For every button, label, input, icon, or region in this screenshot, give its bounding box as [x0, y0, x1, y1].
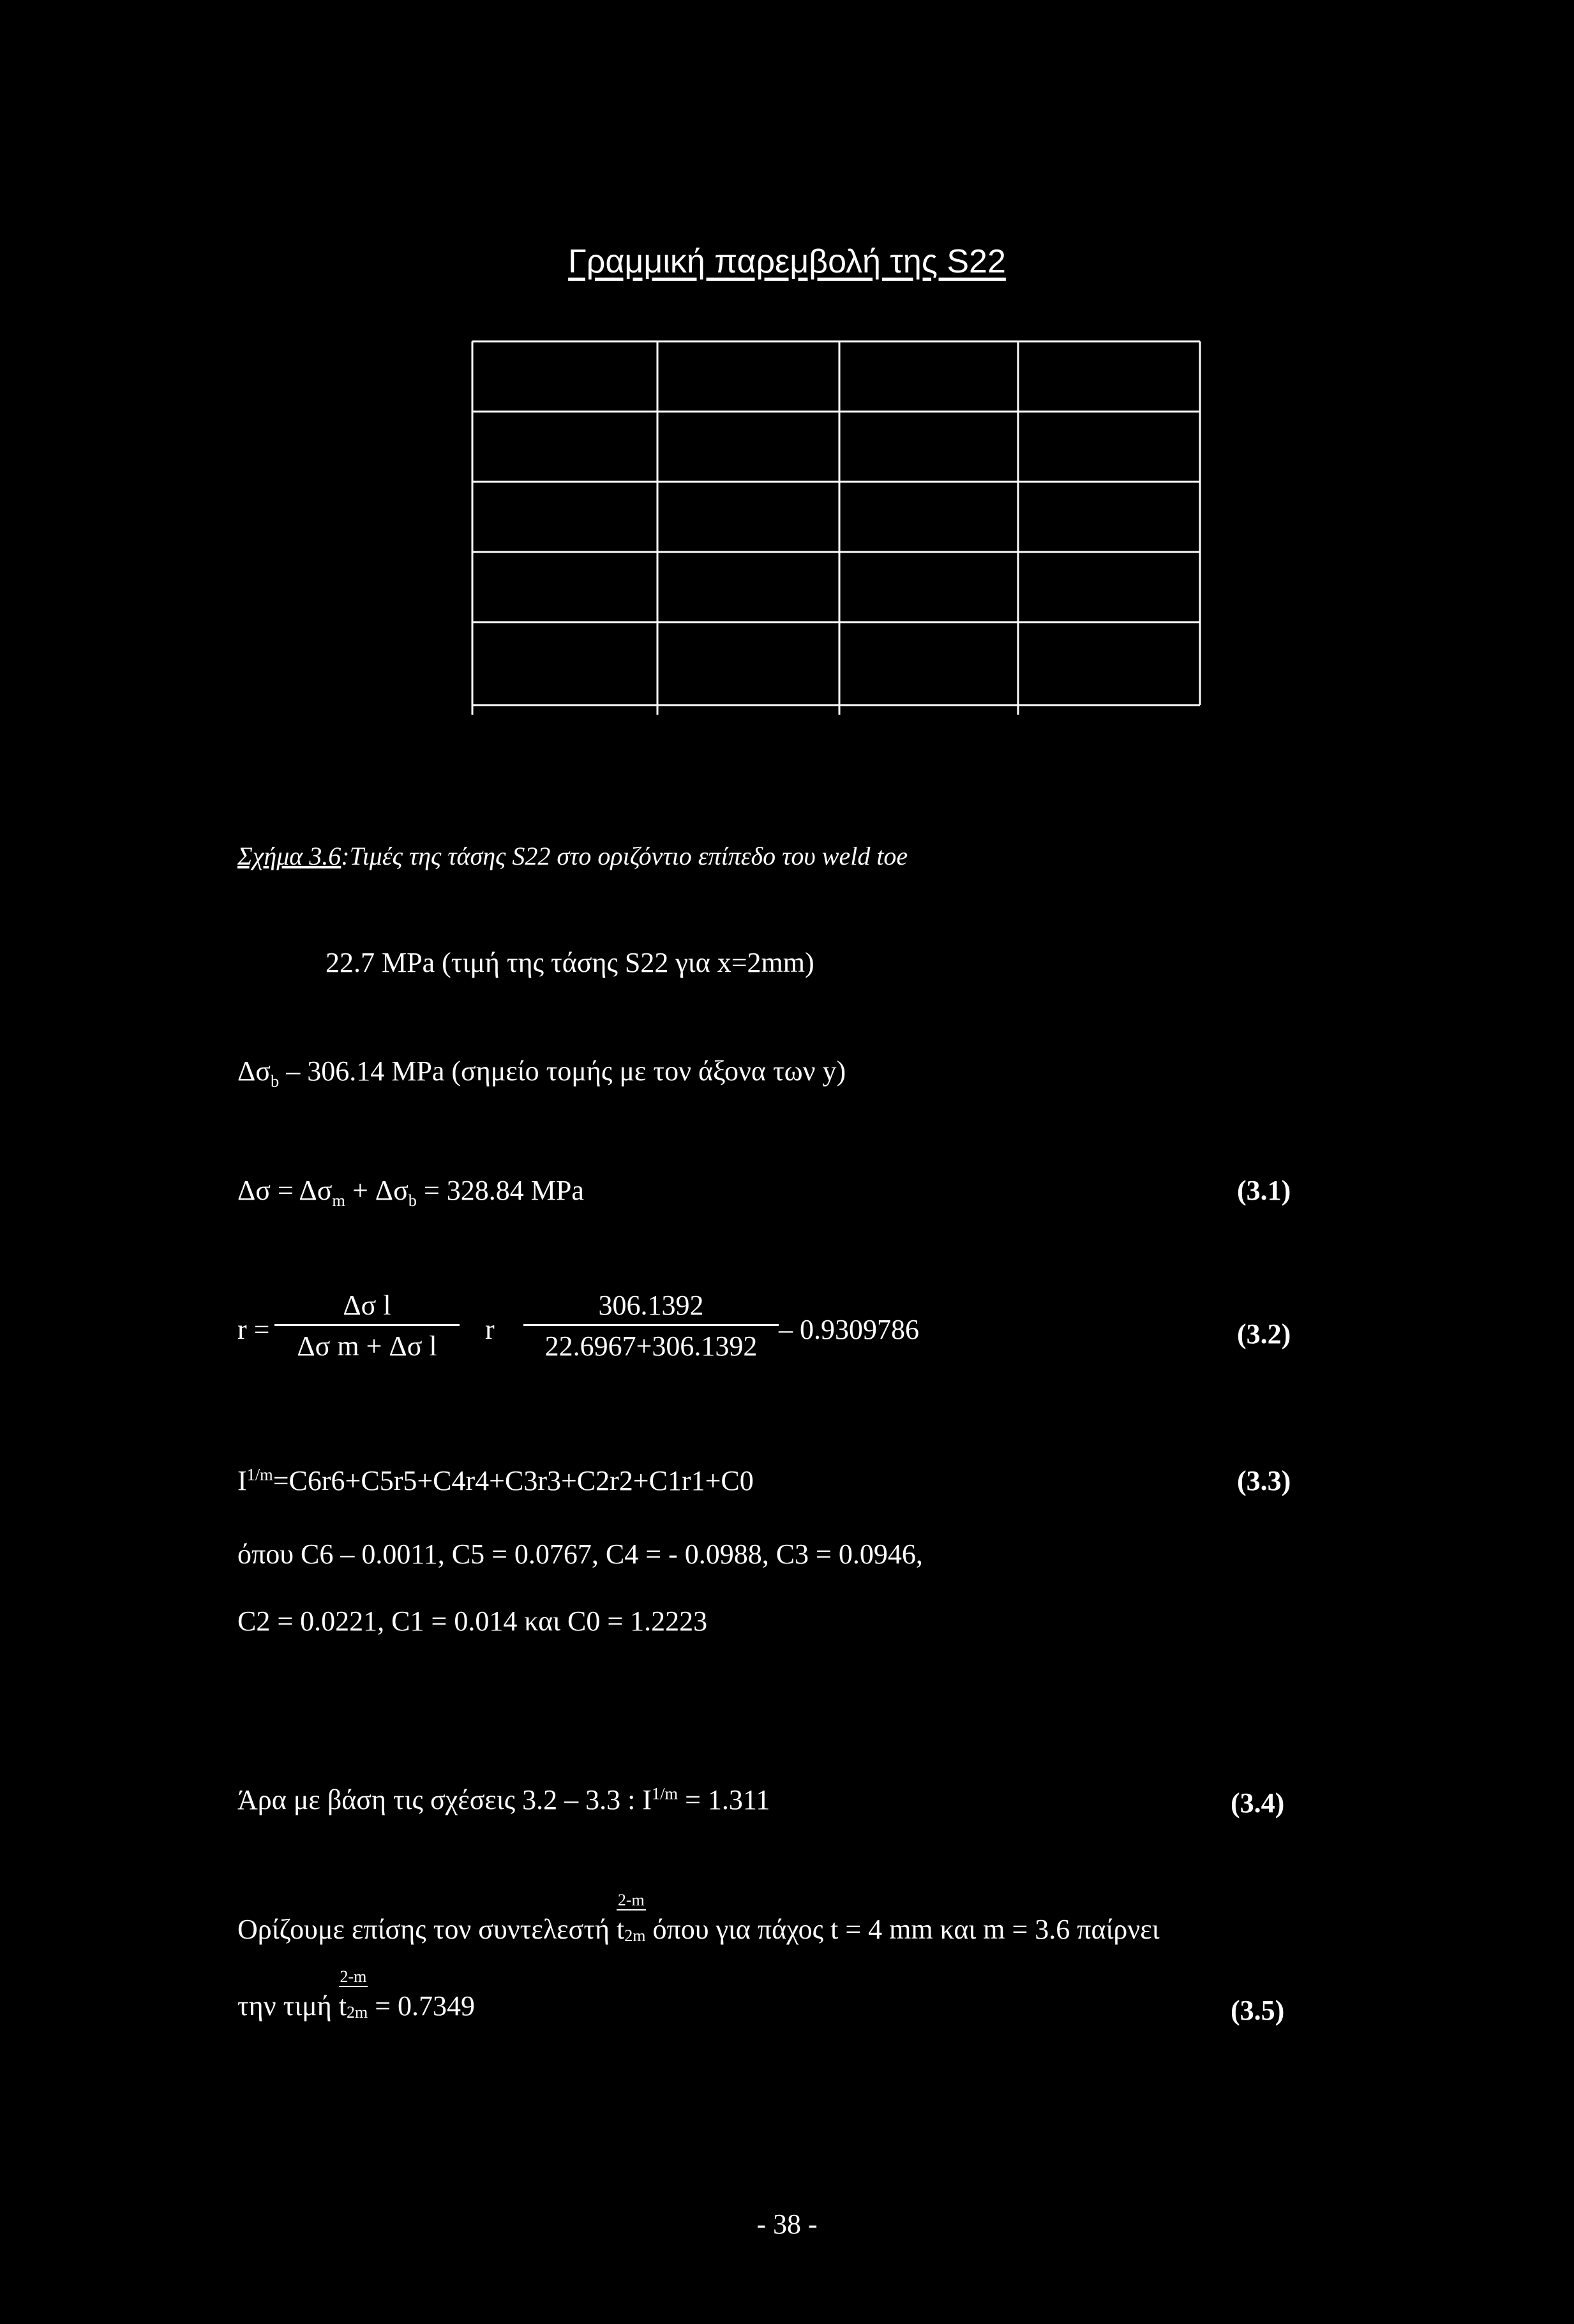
eq35-value: = 0.7349	[368, 1990, 476, 2022]
eq33-exponent: 1/m	[246, 1464, 273, 1484]
caption-label: Σχήμα 3.6	[237, 842, 341, 870]
eq32-fraction-numeric	[523, 1289, 779, 1362]
t-exponent: 2-m	[617, 1891, 645, 1909]
eq32-result: – 0.9309786	[779, 1314, 919, 1345]
eq35-text-b: όπου για πάχος t = 4 mm και m = 3.6 παίρνει	[652, 1914, 1160, 1945]
eq34-text: Άρα με βάση τις σχέσεις 3.2 – 3.3 :	[237, 1784, 636, 1815]
caption-text: :Τιμές της τάσης S22 στο οριζόντιο επίπεδο του weld toe	[341, 842, 908, 870]
page-number: - 38 -	[756, 2209, 818, 2240]
eq31-part-c: + Δσ	[345, 1175, 408, 1206]
eq35-value-label: την τιμή	[237, 1990, 332, 2022]
t-subscript: 2m	[624, 1926, 646, 1945]
eq31-part-b: = Δσ	[271, 1175, 333, 1206]
eq32-denominator-value: 22.6967+306.1392	[544, 1330, 758, 1362]
equation-3-4	[237, 1784, 770, 1816]
eq32-numerator: Δσ l	[274, 1289, 460, 1326]
equation-number-3-2: (3.2)	[1237, 1318, 1291, 1350]
equation-3-3	[237, 1464, 754, 1497]
eq32-fraction-symbolic	[274, 1289, 460, 1362]
equation-3-5	[237, 1967, 476, 2022]
eq35-text-a: Ορίζουμε επίσης τον συντελεστή	[237, 1914, 610, 1945]
coefficients-line-2: C2 = 0.0221, C1 = 0.014 και C0 = 1.2223	[237, 1605, 708, 1637]
equation-number-3-3: (3.3)	[1237, 1465, 1291, 1496]
t-subscript-2: 2m	[346, 2003, 368, 2022]
eq32-numerator-value: 306.1392	[523, 1289, 779, 1326]
sigma-m-line: 22.7 MPa (τιμή της τάσης S22 για x=2mm)	[326, 947, 814, 978]
empty-chart-grid	[469, 338, 1203, 715]
equation-number-3-1: (3.1)	[1237, 1175, 1291, 1206]
equation-number-3-4: (3.4)	[1231, 1787, 1285, 1819]
eq31-part-a: Δσ	[237, 1175, 271, 1206]
eq32-denominator: Δσ m + Δσ l	[297, 1330, 437, 1362]
sigma-b-line	[237, 1055, 846, 1091]
eq34-I: I	[642, 1784, 652, 1815]
coefficient-definition-line	[237, 1891, 1160, 1946]
t-coefficient	[617, 1891, 646, 1946]
eq34-value: = 1.311	[678, 1784, 770, 1815]
eq31-part-d: = 328.84 MPa	[416, 1175, 584, 1206]
sb-subscript: b	[271, 1071, 280, 1091]
equation-number-3-5: (3.5)	[1231, 1995, 1285, 2026]
sb-symbol: Δσ	[237, 1055, 271, 1087]
figure-caption	[237, 841, 908, 871]
eq31-sub-b: b	[408, 1190, 417, 1210]
eq31-sub-m: m	[332, 1190, 345, 1210]
eq34-exponent: 1/m	[652, 1784, 678, 1803]
t-exponent-2: 2-m	[340, 1967, 367, 1986]
t-symbol-2: t	[338, 1990, 347, 2022]
coefficients-line-1: όπου C6 – 0.0011, C5 = 0.0767, C4 = - 0.0988, C3 = 0.0946,	[237, 1538, 923, 1570]
eq33-I: I	[237, 1465, 247, 1496]
eq33-polynomial: =C6r6+C5r5+C4r4+C3r3+C2r2+C1r1+C0	[273, 1465, 754, 1496]
figure-title: Γραμμική παρεμβολή της S22	[568, 243, 1006, 280]
t-symbol: t	[617, 1914, 625, 1945]
eq32-lhs: r =	[237, 1314, 270, 1345]
sb-text: – 306.14 MPa (σημείο τομής με τον άξονα των y)	[279, 1055, 846, 1087]
t-coefficient-2	[338, 1967, 368, 2022]
equation-3-1	[237, 1174, 584, 1210]
eq32-r: r	[485, 1314, 495, 1345]
